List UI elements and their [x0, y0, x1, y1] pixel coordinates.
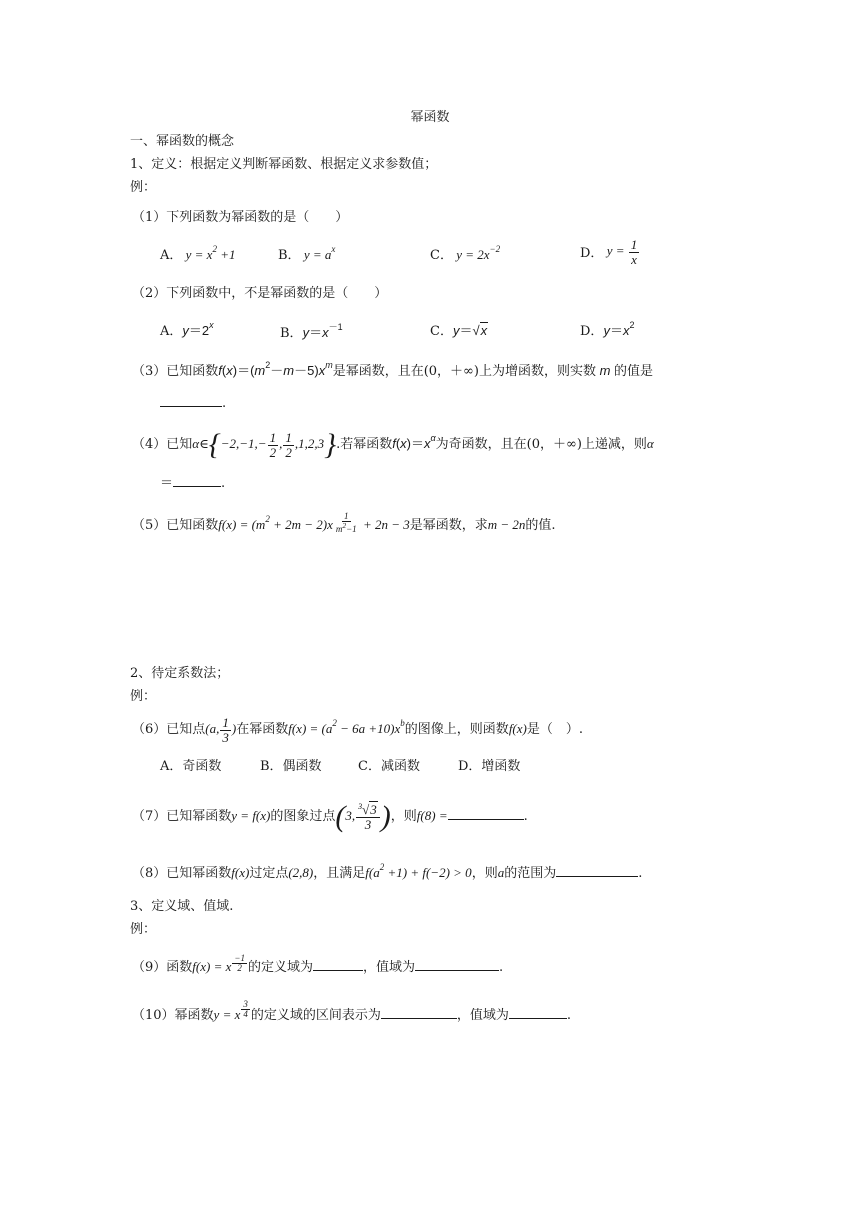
- option-a-label: A．: [160, 248, 183, 263]
- question-4-text-a: （4）已知: [132, 437, 193, 452]
- question-3-text-a: （3）已知函数: [132, 364, 219, 379]
- question-8-text-d: ，则: [471, 866, 498, 881]
- subsection-domain-range: 3、定义域、值域.: [130, 899, 234, 914]
- question-7-text-a: （7）已知幂函数: [132, 809, 232, 824]
- question-6: [132, 716, 583, 744]
- option-a-label: A．: [160, 324, 183, 339]
- question-6-options: [0, 755, 860, 775]
- option-c-label: C．: [430, 324, 453, 339]
- question-9-formula: f(x) = x $\frac{-1}{2}$: [192, 953, 245, 974]
- option-a-formula: $y = x^2 +1$: [182, 244, 236, 262]
- question-9-text-b: 的定义域为: [247, 960, 313, 975]
- question-10-formula: y = x $\frac{3}{4}$: [213, 999, 248, 1022]
- question-2-options: [0, 320, 860, 342]
- question-9-text-c: ，值域为: [362, 960, 415, 975]
- question-4-text-c: 为奇函数，且在(0，＋∞)上递减，则: [435, 437, 647, 452]
- question-5-formula: $f(x) = (m^2 + 2m - 2)x$ $\frac{1}{m^2-1}$ + 2n − 3: [218, 511, 410, 535]
- page-title: 幂函数: [410, 110, 450, 125]
- question-5: [132, 512, 556, 535]
- question-7-text-b: 的图象过点: [270, 809, 336, 824]
- question-3: [132, 360, 653, 379]
- question-8-text-c: ，且满足: [313, 866, 366, 881]
- answer-blank-domain[interactable]: [313, 958, 363, 971]
- example-label: 例：: [130, 689, 157, 704]
- answer-blank-range[interactable]: [509, 1006, 567, 1019]
- question-7-text-c: ，则: [390, 809, 417, 824]
- question-8-text-a: （8）已知幂函数: [132, 866, 232, 881]
- question-6-formula: $f(x) = (a^2 - 6a +10)x^b$: [288, 718, 405, 737]
- question-6-text-b: 在幂函数: [236, 722, 289, 738]
- option-c-formula: $y = 2x^{-2}$: [452, 244, 501, 262]
- option-a: A．奇函数: [160, 759, 222, 774]
- question-3-var-m: m: [599, 363, 611, 378]
- option-b-formula: $y = a^x$: [300, 244, 336, 262]
- question-8-text-b: 过定点: [249, 866, 289, 881]
- answer-blank[interactable]: [556, 864, 638, 877]
- question-6-point: (a, $\frac{1}{3}$ ): [205, 715, 237, 745]
- question-3-answer: .: [160, 394, 226, 411]
- option-b-formula: $y=x^{-1}$: [302, 322, 343, 340]
- option-c: C．减函数: [358, 759, 420, 774]
- option-a-formula: $y=2^x$: [182, 320, 214, 338]
- question-6-fx: f(x): [508, 721, 527, 737]
- option-c-label: C．: [430, 248, 453, 263]
- question-4: [132, 428, 654, 462]
- question-4-set: α∈{−2,−1,− $\frac{1}{2}$ , $\frac{1}{2}$ ,1,2,3}: [192, 428, 337, 461]
- question-6-text-c: 的图像上，则函数: [404, 722, 509, 738]
- option-d-label: D．: [580, 246, 604, 262]
- question-4-text-d: ＝: [160, 476, 174, 491]
- answer-blank[interactable]: [448, 807, 524, 820]
- question-4-text-b: .若幂函数: [336, 437, 393, 452]
- section-heading-1: 一、幂函数的概念: [130, 134, 235, 149]
- example-label: 例：: [130, 180, 157, 195]
- subsection-undetermined-coefficients: 2、待定系数法；: [130, 666, 230, 681]
- option-b-label: B．: [280, 326, 303, 341]
- question-10-text-a: （10）幂函数: [132, 1008, 214, 1023]
- answer-blank-range[interactable]: [415, 958, 499, 971]
- answer-blank[interactable]: [173, 474, 221, 487]
- question-8-fx: f(x): [231, 865, 250, 880]
- answer-blank-domain[interactable]: [381, 1006, 457, 1019]
- question-10: （10）幂函数y = x $\frac{3}{4}$ 的定义域的区间表示为 ，值域为 .: [132, 999, 572, 1023]
- question-7: （7）已知幂函数y = f(x)的图象过点(3, $\frac{^3√3}{3}$ )，则f(8) = .: [132, 800, 528, 833]
- option-d: D．增函数: [458, 759, 521, 774]
- question-5-text-b: 是幂函数，求: [409, 518, 488, 533]
- subsection-definition: 1、定义：根据定义判断幂函数、根据定义求参数值；: [130, 157, 438, 172]
- question-9-text-a: （9）函数: [132, 960, 193, 975]
- question-8-inequality: $f(a^2 +1) + f(-2) > 0$: [365, 862, 472, 880]
- question-4-var-alpha: α: [646, 436, 654, 451]
- option-d-formula: $y=x^2$: [603, 320, 635, 338]
- option-b-label: B．: [278, 248, 301, 263]
- question-3-formula: $f(x)=(m^2-m-5)x^m$: [218, 360, 333, 378]
- question-5-expr: m − 2n: [487, 517, 526, 532]
- question-8-text-e: 的范围为: [504, 866, 557, 881]
- question-8-var-a: a: [497, 865, 505, 880]
- question-3-text-b: 是幂函数，且在(0，＋∞)上为增函数，则实数: [332, 364, 596, 379]
- option-c-formula: y＝√x: [452, 323, 488, 338]
- question-10-text-b: 的定义域的区间表示为: [250, 1008, 381, 1023]
- option-d-label: D．: [580, 324, 604, 339]
- question-7-formula: y = f(x): [231, 808, 271, 823]
- question-3-text-c: 的值是: [614, 364, 654, 379]
- question-10-text-c: ，值域为: [456, 1008, 509, 1023]
- question-1-options: [0, 238, 860, 268]
- question-7-point: (3, $\frac{^3√3}{3}$ ): [335, 800, 391, 833]
- question-9: （9）函数f(x) = x $\frac{-1}{2}$ 的定义域为 ，值域为 .: [132, 953, 504, 975]
- question-7-f8: f(8) =: [416, 808, 448, 823]
- question-2: （2）下列函数中，不是幂函数的是（ ）: [132, 286, 388, 301]
- question-6-text-d: 是（ ）.: [526, 722, 583, 738]
- question-5-text-c: 的值.: [525, 518, 556, 533]
- example-label: 例：: [130, 922, 157, 937]
- question-4-formula: $f(x)=x^\alpha$: [392, 433, 436, 451]
- question-8-point: (2,8): [288, 865, 314, 880]
- answer-blank[interactable]: [160, 394, 222, 407]
- question-1: （1）下列函数为幂函数的是（ ）: [132, 210, 349, 225]
- question-5-text-a: （5）已知函数: [132, 518, 219, 533]
- option-d-formula: y = $\frac{1}{x}$: [603, 237, 638, 267]
- question-4-answer: ＝ .: [160, 476, 226, 491]
- question-6-text-a: （6）已知点: [132, 722, 206, 738]
- question-8: （8）已知幂函数f(x)过定点(2,8)，且满足$f(a^2 +1) + f(-2) > 0$，则a的范围为 .: [132, 862, 643, 881]
- option-b: B．偶函数: [260, 759, 322, 774]
